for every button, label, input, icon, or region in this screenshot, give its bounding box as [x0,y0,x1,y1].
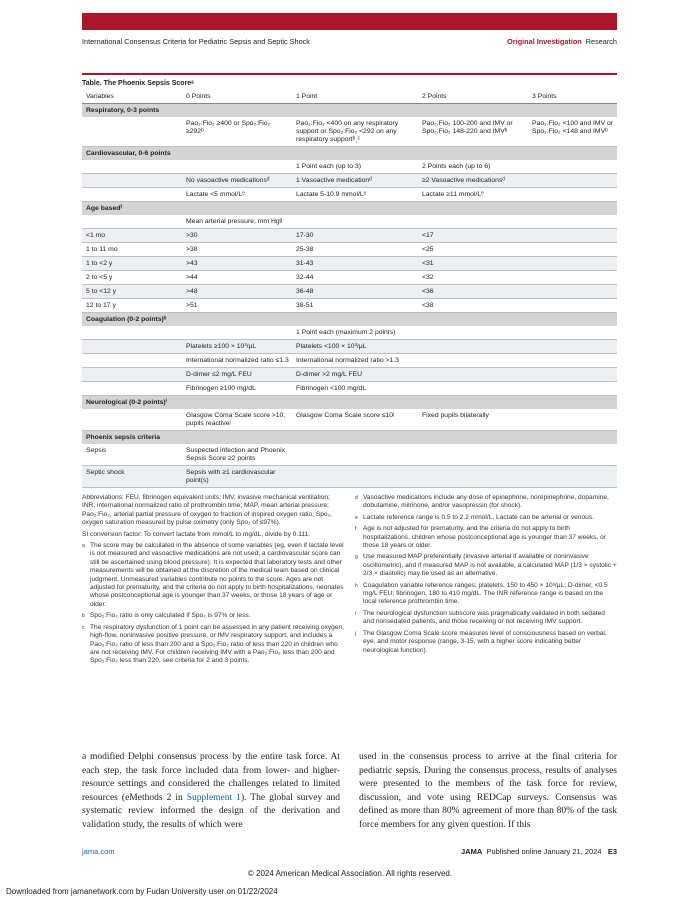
table-cell [418,147,528,161]
table-cell [528,174,617,188]
body-column-right: used in the consensus process to arrive at the final criteria for pediatric sepsis. During the consensus process, results of analyses were presented to the members of the task force for review, discussion, and vote using REDCap surveys. Consensus was defined as more than 80% agreement of more than 80% of the task force members for any given question. If this [359,752,617,830]
table-cell: 25-38 [292,243,418,257]
table-cell: Lactate <5 mmol/Lᵉ [182,188,292,202]
table-row [82,354,617,368]
footnote [82,542,344,609]
table-cell [528,271,617,285]
table-cell [528,368,617,382]
table-cell: 1 to 11 mo [82,243,182,257]
table-cell: Age basedᶠ [82,202,182,216]
table-footnotes [82,494,617,669]
table-cell: <17 [418,229,528,243]
table-cell: Fibrinogen <100 mg/dL [292,382,418,396]
table-row [82,271,617,285]
table-cell [182,431,292,445]
section-row [82,396,617,410]
footnote-marker: i [355,610,357,617]
table-cell: <32 [418,271,528,285]
column-header: 3 Points [528,90,617,104]
column-header: Variables [82,90,182,104]
table-cell [418,368,528,382]
section-row [82,313,617,327]
table-cell: <31 [418,257,528,271]
table-cell [182,326,292,340]
footnote-text: Vasoactive medications include any dose of epinephrine, norepinephrine, dopamine, dobutamine, milrinone, and/or vasopressin (for shock). [363,494,609,510]
table-cell [528,431,617,445]
table-cell [528,285,617,299]
page-footer [82,847,617,856]
table-cell: 1 Point each (maximum 2 points) [292,326,418,340]
table-cell: Lactate 5-10.9 mmol/Lᵉ [292,188,418,202]
footer-right [461,847,617,856]
table-row [82,160,617,174]
table-cell: Lactate ≥11 mmol/Lᵉ [418,188,528,202]
table-cell [82,174,182,188]
supplement-link[interactable]: Supplement 1 [186,792,241,803]
footnote-marker: h [355,582,358,589]
table-cell: Pao₂:Fio₂ <100 and IMV or Spo₂:Fio₂ <148 and IMVᵇ [528,117,617,147]
table-cell: Respiratory, 0-3 points [82,104,182,118]
footnote-marker: a [82,543,85,550]
body-text: ). The global survey and systematic review informed the design of the derivation and validation study, the results of which were [82,792,340,830]
table-cell [82,326,182,340]
table-title: Table. The Phoenix Sepsis Scoreᵃ [82,73,617,90]
table-row [82,243,617,257]
section-name: Original Investigation [507,37,582,46]
table-cell: <25 [418,243,528,257]
section-label [507,37,617,46]
journal-color-bar [82,13,617,30]
table-cell: Pao₂:Fio₂ ≥400 or Spo₂:Fio₂ ≥292ᵇ [182,117,292,147]
running-title: International Consensus Criteria for Pediatric Sepsis and Septic Shock [82,37,310,46]
footnote [355,553,617,578]
table-cell [182,104,292,118]
table-body [82,104,617,488]
table-row [82,368,617,382]
footnote [355,525,617,550]
footnote-text: The Glasgow Coma Scale score measures level of consciousness based on verbal, eye, and motor response (range, 3-15, with a higher score indicating better neurological function). [363,629,607,654]
footnote-text: Age is not adjusted for prematurity, and the criteria do not apply to birth hospitalizations, children whose postconceptional age is younger than 37 weeks, or those 18 years or older. [363,525,607,550]
column-header: 1 Point [292,90,418,104]
table-cell: 1 Vasoactive medicationᵈ [292,174,418,188]
table-cell: 2 to <5 y [82,271,182,285]
footnote [355,610,617,627]
table-cell [528,340,617,354]
table-row [82,299,617,313]
table-cell [292,466,418,488]
journal-name: JAMA [461,847,483,856]
table-row [82,409,617,431]
footnote-text: Coagulation variable reference ranges: platelets, 150 to 450 × 10³/μL; D-dimer, <0.5 mg/L FEU; fibrinogen, 180 to 410 mg/dL. The INR reference range is based on the local reference prothrombin time. [363,581,608,606]
table-cell [418,382,528,396]
table-cell: 1 Point each (up to 3) [292,160,418,174]
table-cell [528,202,617,216]
section-row [82,104,617,118]
footnote [82,624,344,666]
table-header-row [82,90,617,104]
table-row [82,174,617,188]
table-cell [418,444,528,466]
table-cell: <1 mo [82,229,182,243]
table-cell [528,257,617,271]
table-cell [182,147,292,161]
table-cell: Suspected infection and Phoenix Sepsis Score ≥2 points [182,444,292,466]
table-cell [528,396,617,410]
table-cell [528,229,617,243]
table-cell: International normalized ratio >1.3 [292,354,418,368]
table-cell [528,215,617,229]
section-row [82,431,617,445]
table-cell [292,202,418,216]
table-row [82,285,617,299]
table-cell: Sepsis [82,444,182,466]
table-row [82,382,617,396]
section-row [82,147,617,161]
table-cell [528,313,617,327]
table-row [82,215,617,229]
table-cell [418,202,528,216]
table-cell [292,104,418,118]
column-header: 0 Points [182,90,292,104]
table-cell: Fixed pupils bilaterally [418,409,528,431]
footnote-text: Lactate reference range is 0.5 to 2.2 mmol/L. Lactate can be arterial or venous. [363,513,594,521]
table-cell [528,188,617,202]
footnote-marker: c [82,624,85,631]
table-row [82,326,617,340]
table-cell: Neurological (0-2 points)ⁱ [82,396,182,410]
footnote-marker: e [355,514,358,521]
table-cell: 32-44 [292,271,418,285]
article-body [82,751,617,833]
table-cell: 36-48 [292,285,418,299]
table-cell [292,215,418,229]
table-cell: 38-51 [292,299,418,313]
table-cell [182,202,292,216]
table-cell: <38 [418,299,528,313]
table-cell: <36 [418,285,528,299]
table-cell [418,313,528,327]
table-cell: Pao₂:Fio₂ <400 on any respiratory support or Spo₂:Fio₂ <292 on any respiratory supportᵇˎᶜ [292,117,418,147]
copyright-notice: © 2024 American Medical Association. All rights reserved. [247,869,453,878]
running-header [82,37,617,46]
table-cell: >44 [182,271,292,285]
table-cell [418,431,528,445]
page-number: E3 [607,847,617,856]
table-cell: 31-43 [292,257,418,271]
table-row [82,229,617,243]
table-cell [528,466,617,488]
table-row [82,466,617,488]
table-cell: >48 [182,285,292,299]
body-column-left [82,751,340,833]
table-cell [528,243,617,257]
table-cell [82,340,182,354]
footnote-text: Use measured MAP preferentially (invasive arterial if available or noninvasive oscillometric), and if measured MAP is not available, a calculated MAP (1/3 × systolic + 2/3 × diastolic) may be used as an alternative. [363,553,617,578]
table-cell: Septic shock [82,466,182,488]
table-cell: >30 [182,229,292,243]
footnote [355,582,617,607]
table-cell: Coagulation (0-2 points)ʰ [82,313,182,327]
table-cell: Mean arterial pressure, mm Hgᵍ [182,215,292,229]
footnote-list-right [355,494,617,655]
table-cell: Sepsis with ≥1 cardiovascular point(s) [182,466,292,488]
table-cell: 1 to <2 y [82,257,182,271]
table-cell [418,326,528,340]
table-cell [528,104,617,118]
table-cell [292,431,418,445]
footnote [355,514,617,522]
table-cell: >51 [182,299,292,313]
table-row [82,444,617,466]
table-row [82,257,617,271]
table-cell [182,396,292,410]
table-cell [418,215,528,229]
table-cell: Phoenix sepsis criteria [82,431,182,445]
footnotes-left [82,494,344,669]
table-cell [182,313,292,327]
table-cell [82,188,182,202]
phoenix-table [82,73,617,488]
table-cell: D-dimer ≤2 mg/L FEU [182,368,292,382]
footnote-marker: j [355,630,357,637]
table-cell: 17-30 [292,229,418,243]
table-cell [528,160,617,174]
table-row [82,188,617,202]
footnote-marker: f [355,526,357,533]
table-cell: Cardiovascular, 0-6 points [82,147,182,161]
si-conversion-note: SI conversion factor: To convert lactate from mmol/L to mg/dL, divide by 0.111. [82,530,311,538]
table-cell [528,354,617,368]
footnote-list-left [82,542,344,666]
section-row [82,202,617,216]
table-cell [292,147,418,161]
footnotes-right [355,494,617,669]
footnote-marker: g [355,554,358,561]
table-cell: >38 [182,243,292,257]
table-cell [82,354,182,368]
table-cell: 12 to 17 y [82,299,182,313]
table-cell [82,160,182,174]
footnote-marker: b [82,613,85,620]
table-cell: Pao₂:Fio₂ 100-200 and IMV or Spo₂:Fio₂ 148-220 and IMVᵇ [418,117,528,147]
table-cell [82,117,182,147]
table-cell: Platelets <100 × 10³/μL [292,340,418,354]
table-cell: Glasgow Coma Scale score >10; pupils reactiveʲ [182,409,292,431]
footnote-text: The neurological dysfunction subscore was pragmatically validated in both sedated and nonsedated patients, and those receiving or not receiving IMV support. [363,609,605,626]
table-cell: Glasgow Coma Scale score ≤10ʲ [292,409,418,431]
table-cell [418,396,528,410]
footnote [355,494,617,511]
footnote [355,630,617,655]
score-table [82,90,617,488]
column-header: 2 Points [418,90,528,104]
table-cell: Platelets ≥100 × 10³/μL [182,340,292,354]
table-cell [528,409,617,431]
site-link[interactable]: jama.com [82,847,115,856]
table-cell [82,382,182,396]
table-cell [82,409,182,431]
footnote [82,612,344,620]
table-row [82,117,617,147]
table-cell [418,354,528,368]
table-cell [528,147,617,161]
footnote-text: Spo₂:Fio₂ ratio is only calculated if Spo₂ is 97% or less. [90,612,251,620]
table-cell: D-dimer >2 mg/L FEU [292,368,418,382]
footnote-text: The respiratory dysfunction of 1 point can be assessed in any patient receiving oxygen, high-flow, noninvasive positive pressure, or IMV respiratory support, and includes a Pao₂:Fio₂ ratio of less than 200 and a Spo₂:Fio₂ ratio of less than 220 in children who are not receiving IMV. For children receiving IMV with a Pao₂:Fio₂ less than 200 and Spo₂:Fio₂ less than 220, see criteria for 2 and 3 points. [90,623,345,665]
table-cell: 5 to <12 y [82,285,182,299]
table-cell: ≥2 Vasoactive medicationsᵈ [418,174,528,188]
download-notice: Downloaded from jamanetwork.com by Fudan University user on 01/22/2024 [6,887,278,896]
abbreviations-note: Abbreviations: FEU, fibrinogen equivalent units; IMV, invasive mechanical ventilation; INR, international normalized ratio of prothrombin time; MAP, mean arterial pressure; Pao₂:Fio₂, arterial partial pressure of oxygen to fraction of inspired oxygen ratio; Spo₂, oxygen saturation measured by pulse oximetry (only Spo₂ of ≤97%). [82,494,332,527]
table-cell [82,368,182,382]
table-cell: Fibrinogen ≥100 mg/dL [182,382,292,396]
table-cell [528,444,617,466]
table-cell [418,104,528,118]
footnote-marker: d [355,495,358,501]
table-cell [418,466,528,488]
body-text: a modified Delphi consensus process by the entire task force. At each step, the task force included data from lower- and higher-resource settings and considered the challenges related to limited resources (eMethods 2 in [82,752,340,803]
table-cell [182,160,292,174]
table-row [82,340,617,354]
table-cell [528,382,617,396]
publish-date: Published online January 21, 2024 [486,847,602,856]
table-cell: 2 Points each (up to 6) [418,160,528,174]
table-cell [82,215,182,229]
table-cell [292,396,418,410]
table-cell: No vasoactive medicationsᵈ [182,174,292,188]
table-cell: International normalized ratio ≤1.3 [182,354,292,368]
subsection-name: Research [585,37,617,46]
table-cell [418,340,528,354]
table-cell [528,299,617,313]
table-cell [292,313,418,327]
table-cell [528,326,617,340]
table-cell [292,444,418,466]
footnote-text: The score may be calculated in the absence of some variables (eg, even if lactate level is not measured and vasoactive medications are not used, a cardiovascular score can still be ascertained using blood pressure). It is expected that laboratory tests and other measurements will be obtained at the discretion of the medical team based on clinical judgment. Unmeasured variables contribute no points to the score. Ages are not adjusted for prematurity, and the criteria do not apply to birth hospitalizations, neonates whose postconceptional age is younger than 37 weeks, or those 18 years of age or older. [90,542,344,608]
table-cell: >43 [182,257,292,271]
